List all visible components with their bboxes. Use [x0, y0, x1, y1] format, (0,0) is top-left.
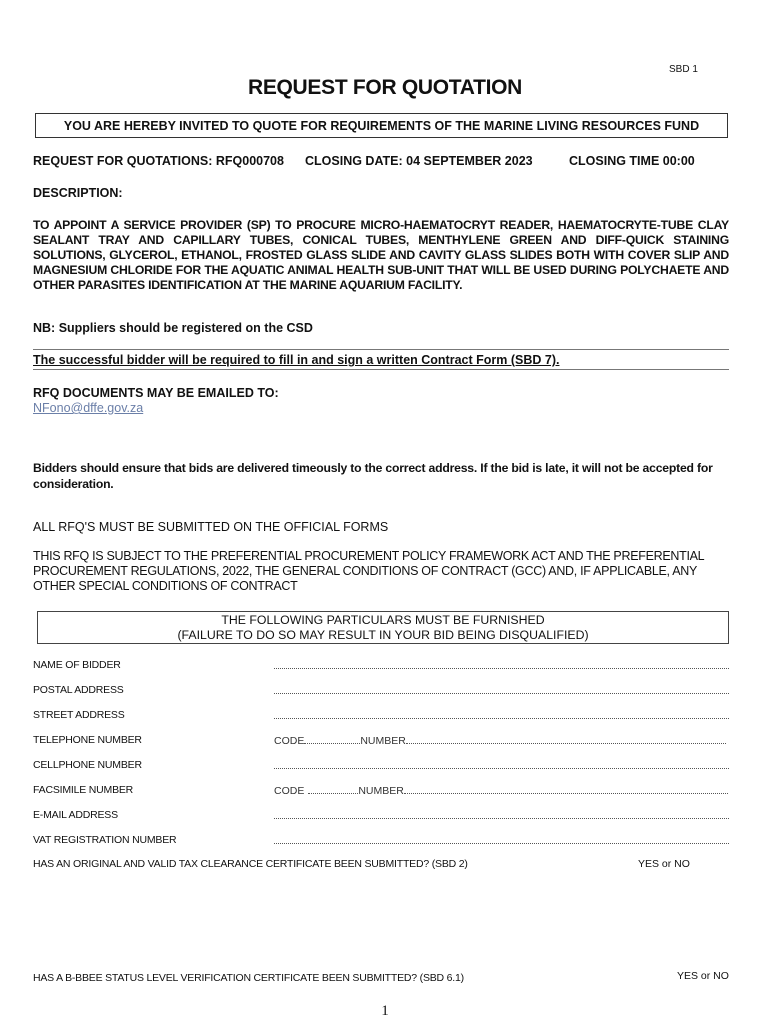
telephone-number-field[interactable]: [274, 734, 729, 747]
particulars-line1: THE FOLLOWING PARTICULARS MUST BE FURNISHED: [221, 613, 545, 627]
telephone-code-label: CODE: [274, 735, 305, 747]
description-text: TO APPOINT A SERVICE PROVIDER (SP) TO PROCURE MICRO-HAEMATOCRYT READER, HAEMATOCRYTE-TUBE CLAY SEALANT TRAY AND CAPILLARY TUBES, CONICAL TUBES, MENTHYLENE GREEN AND DIFF-QUICK STAINING SOLUTIONS, GLYCEROL, ETHANOL, FROSTED GLASS SLIDE AND CAVITY GLASS SLIDES BOTH WITH COVER SLIP AND MAGNESIUM CHLORIDE FOR THE AQUATIC ANIMAL HEALTH SUB-UNIT THAT WILL BE USED DURING POLYCHAETE AND OTHER PARASITES IDENTIFICATION AT THE MARINE AQUARIUM FACILITY.: [33, 218, 729, 292]
email-link[interactable]: NFono@dffe.gov.za: [33, 401, 144, 415]
email-address-field[interactable]: [274, 806, 729, 819]
rfq-number: REQUEST FOR QUOTATIONS: RFQ000708: [33, 154, 284, 168]
vat-registration-field[interactable]: [274, 831, 729, 844]
facsimile-number-input[interactable]: [404, 784, 729, 794]
cellphone-number-label: CELLPHONE NUMBER: [33, 759, 142, 771]
page-number: 1: [381, 1003, 389, 1019]
invitation-box: [35, 113, 728, 138]
telephone-code-field[interactable]: [304, 734, 360, 744]
bbbee-answer[interactable]: YES or NO: [677, 970, 729, 982]
document-title: REQUEST FOR QUOTATION: [247, 76, 523, 99]
description-label: DESCRIPTION:: [33, 186, 123, 200]
tax-clearance-answer[interactable]: YES or NO: [638, 858, 690, 870]
email-label: RFQ DOCUMENTS MAY BE EMAILED TO:: [33, 386, 279, 400]
postal-address-label: POSTAL ADDRESS: [33, 684, 124, 696]
divider: [33, 349, 729, 350]
cellphone-number-field[interactable]: [274, 756, 729, 769]
subject-note: THIS RFQ IS SUBJECT TO THE PREFERENTIAL PROCUREMENT POLICY FRAMEWORK ACT AND THE PREFERENTIAL PROCUREMENT REGULATIONS, 2022, THE GENERAL CONDITIONS OF CONTRACT (GCC) AND, IF APPLICABLE, ANY OTHER SPECIAL CONDITIONS OF CONTRACT: [33, 549, 704, 593]
telephone-number-label: TELEPHONE NUMBER: [33, 734, 142, 746]
closing-date: CLOSING DATE: 04 SEPTEMBER 2023: [305, 154, 533, 168]
facsimile-code-field[interactable]: [308, 784, 358, 794]
facsimile-number-label: FACSIMILE NUMBER: [33, 784, 134, 796]
invitation-text: YOU ARE HEREBY INVITED TO QUOTE FOR REQUIREMENTS OF THE MARINE LIVING RESOURCES FUND: [63, 118, 700, 133]
postal-address-field[interactable]: [274, 681, 729, 694]
particulars-line2: (FAILURE TO DO SO MAY RESULT IN YOUR BID BEING DISQUALIFIED): [177, 628, 589, 642]
name-of-bidder-field[interactable]: [274, 656, 729, 669]
tax-clearance-question: HAS AN ORIGINAL AND VALID TAX CLEARANCE CERTIFICATE BEEN SUBMITTED? (SBD 2): [33, 858, 468, 870]
facsimile-code-label: CODE: [274, 785, 305, 797]
closing-time: CLOSING TIME 00:00: [569, 154, 695, 168]
divider: [33, 369, 729, 370]
bbbee-question: HAS A B-BBEE STATUS LEVEL VERIFICATION CERTIFICATE BEEN SUBMITTED? (SBD 6.1): [33, 972, 464, 984]
street-address-field[interactable]: [274, 706, 729, 719]
csd-note: NB: Suppliers should be registered on the CSD: [33, 321, 313, 335]
form-code: SBD 1: [669, 64, 698, 75]
email-address-label: E-MAIL ADDRESS: [33, 809, 118, 821]
bidders-note: Bidders should ensure that bids are delivered timeously to the correct address. If the bid is late, it will not be accepted for consideration.: [33, 461, 713, 491]
contract-note: The successful bidder will be required to fill in and sign a written Contract Form (SBD 7).: [33, 353, 560, 367]
name-of-bidder-label: NAME OF BIDDER: [33, 659, 121, 671]
telephone-number-sublabel: NUMBER: [360, 735, 406, 747]
particulars-box: [37, 611, 729, 644]
street-address-label: STREET ADDRESS: [33, 709, 125, 721]
official-forms-note: ALL RFQ'S MUST BE SUBMITTED ON THE OFFICIAL FORMS: [33, 520, 389, 534]
facsimile-number-field[interactable]: [274, 784, 729, 797]
facsimile-number-sublabel: NUMBER: [358, 785, 404, 797]
vat-registration-label: VAT REGISTRATION NUMBER: [33, 834, 177, 846]
telephone-number-input[interactable]: [406, 734, 726, 744]
